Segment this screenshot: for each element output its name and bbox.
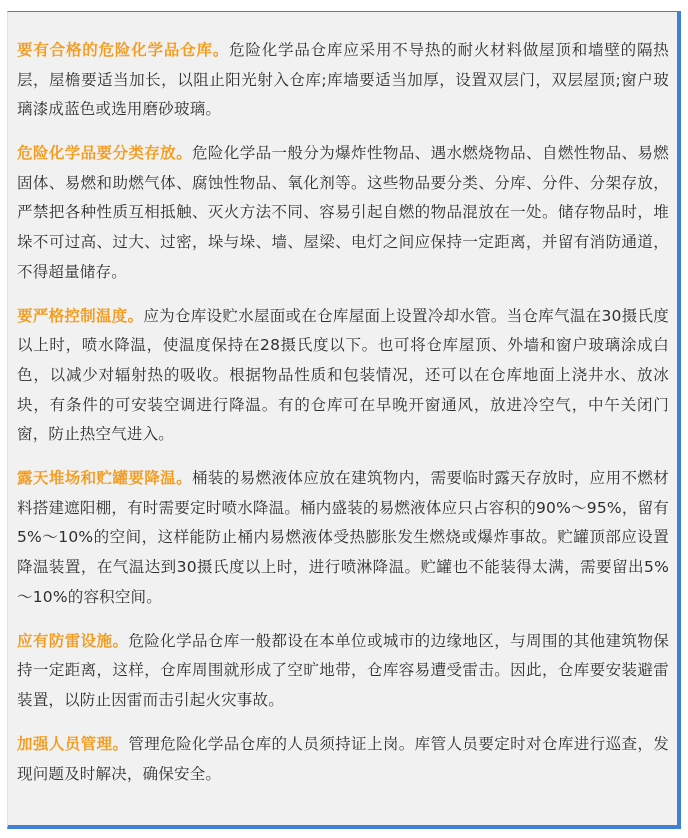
section-body: 危险化学品仓库一般都设在本单位或城市的边缘地区，与周围的其他建筑物保持一定距离，这样，仓库周围就形成了空旷地带，仓库容易遭受雷击。因此，仓库要安装避雷装置，以防止因雷而击引起火灾事故。 xyxy=(17,631,669,709)
section-heading: 加强人员管理。 xyxy=(17,734,129,753)
section-heading: 要严格控制温度。 xyxy=(17,306,144,325)
article-card xyxy=(7,11,681,829)
section-outdoor-tank-cooling xyxy=(17,464,669,612)
section-body: 危险化学品一般分为爆炸性物品、遇水燃烧物品、自燃性物品、易燃固体、易燃和助燃气体、腐蚀性物品、氧化剂等。这些物品要分类、分库、分件、分架存放，严禁把各种性质互相抵触、灭火方法不同、容易引起自燃的物品混放在一处。储存物品时，堆垛不可过高、过大、过密，垛与垛、墙、屋梁、电灯之间应保持一定距离，并留有消防通道，不得超量储存。 xyxy=(17,144,669,281)
section-warehouse xyxy=(17,36,669,125)
section-body: 危险化学品仓库应采用不导热的耐火材料做屋顶和墙壁的隔热层，屋檐要适当加长，以阻止阳光射入仓库;库墙要适当加厚，设置双层门，双层屋顶;窗户玻璃漆成蓝色或选用磨砂玻璃。 xyxy=(17,41,670,119)
section-personnel-management xyxy=(17,730,669,789)
section-body: 管理危险化学品仓库的人员须持证上岗。库管人员要定时对仓库进行巡查，发现问题及时解决，确保安全。 xyxy=(17,734,669,783)
section-heading: 危险化学品要分类存放。 xyxy=(17,144,192,163)
section-temperature-control xyxy=(17,302,669,450)
section-classified-storage xyxy=(17,139,669,287)
section-heading: 应有防雷设施。 xyxy=(17,631,129,650)
section-heading: 露天堆场和贮罐要降温。 xyxy=(17,469,192,488)
section-body: 桶装的易燃液体应放在建筑物内，需要临时露天存放时，应用不燃材料搭建遮阳棚，有时需要定时喷水降温。桶内盛装的易燃液体应只占容积的90%～95%，留有5%～10%的空间，这样能防止桶内易燃液体受热膨胀发生燃烧或爆炸事故。贮罐顶部应设置降温装置，在气温达到30摄氏度以上时，进行喷淋降温。贮罐也不能装得太满，需要留出5%～10%的容积空间。 xyxy=(17,469,669,606)
section-heading: 要有合格的危险化学品仓库。 xyxy=(17,41,230,59)
section-body: 应为仓库设贮水屋面或在仓库屋面上设置冷却水管。当仓库气温在30摄氏度以上时，喷水降温，使温度保持在28摄氏度以下。也可将仓库屋顶、外墙和窗户玻璃涂成白色，以减少对辐射热的吸收。根据物品性质和包装情况，还可以在仓库地面上浇井水、放冰块，有条件的可安装空调进行降温。有的仓库可在早晚开窗通风，放进冷空气，中午关闭门窗，防止热空气进入。 xyxy=(17,306,669,444)
article-content xyxy=(17,36,669,804)
section-lightning-protection xyxy=(17,627,669,716)
